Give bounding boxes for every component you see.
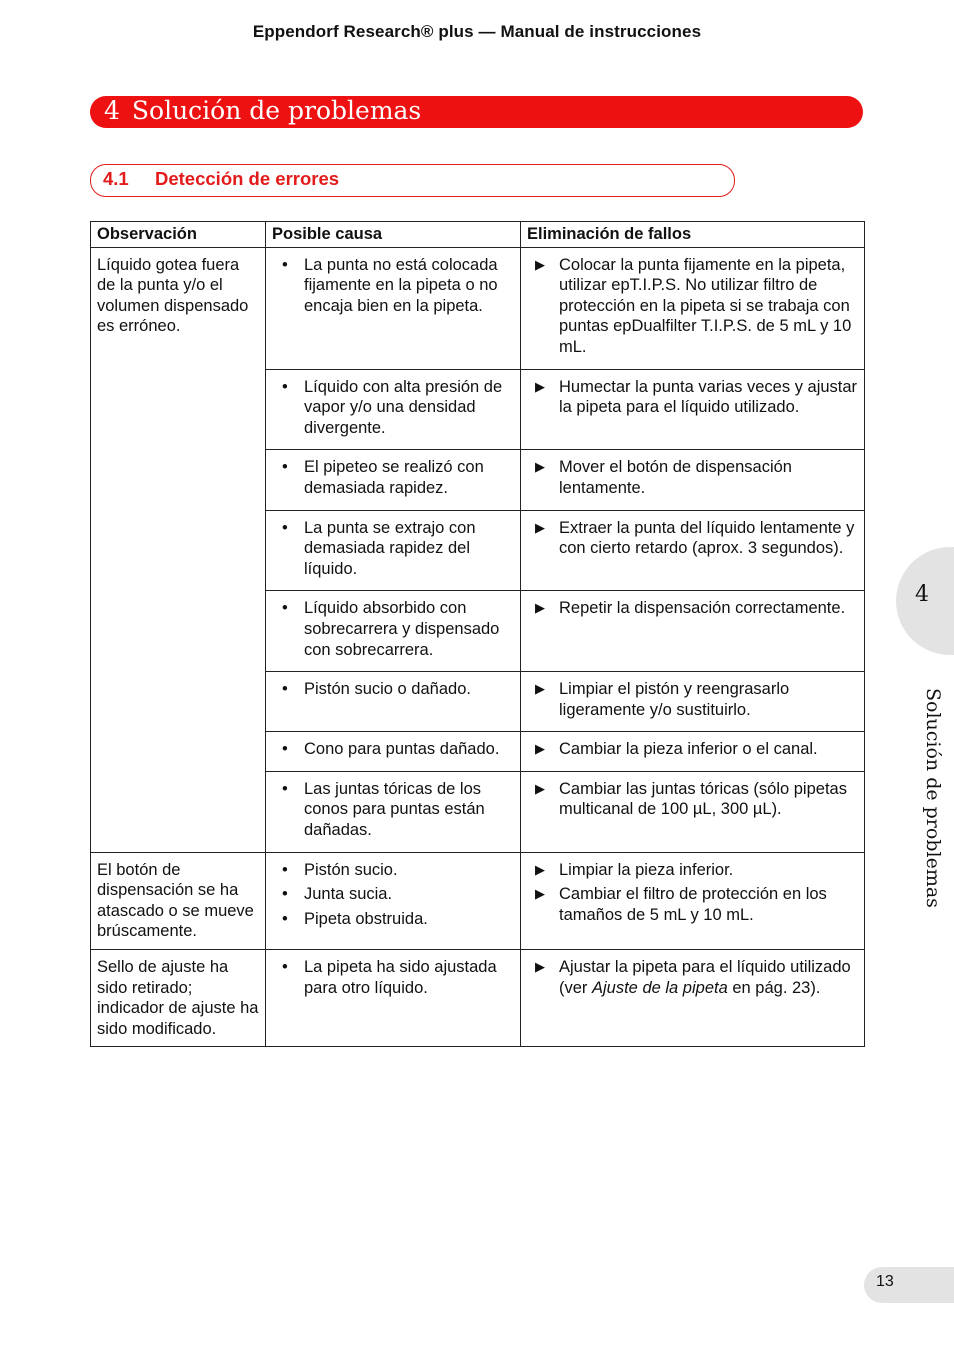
cause-text: Junta sucia. bbox=[304, 885, 393, 904]
triangle-right-icon: ▶ bbox=[535, 519, 545, 535]
section-number: 4.1 bbox=[103, 168, 129, 189]
cause-item bbox=[272, 457, 514, 498]
fix-cell bbox=[521, 771, 865, 852]
table-row bbox=[91, 852, 865, 949]
cause-item bbox=[272, 598, 514, 660]
fix-item bbox=[527, 255, 858, 358]
table-row bbox=[91, 247, 865, 369]
triangle-right-icon: ▶ bbox=[535, 741, 545, 757]
cause-cell bbox=[266, 672, 521, 732]
cause-item bbox=[272, 679, 514, 700]
running-header: Eppendorf Research® plus — Manual de instrucciones bbox=[252, 22, 702, 41]
bullet-dot-icon: • bbox=[282, 518, 288, 537]
fix-cell bbox=[521, 510, 865, 591]
cause-item bbox=[272, 860, 514, 881]
chapter-title-bar bbox=[90, 96, 863, 128]
fix-item bbox=[527, 957, 858, 998]
fix-text: Humectar la punta varias veces y ajustar la pipeta para el líquido utilizado. bbox=[559, 377, 858, 417]
fix-item bbox=[527, 779, 858, 820]
fix-text-post: en pág. 23). bbox=[727, 978, 821, 997]
table-row bbox=[91, 950, 865, 1047]
section-title: Detección de errores bbox=[155, 168, 340, 189]
triangle-right-icon: ▶ bbox=[535, 959, 545, 975]
cause-cell bbox=[266, 732, 521, 772]
header-observation: Observación bbox=[91, 222, 266, 248]
cause-cell bbox=[266, 450, 521, 510]
fix-item bbox=[527, 377, 858, 418]
fix-text: Colocar la punta fijamente en la pipeta, utilizar epT.I.P.S. No utilizar filtro de protección en la pipeta si se trabaja con puntas epDualfilter T.I.P.S. de 5 mL y 10 mL. bbox=[559, 255, 852, 356]
fix-cell bbox=[521, 591, 865, 672]
fix-cell bbox=[521, 247, 865, 369]
cause-item bbox=[272, 739, 514, 760]
fix-cell bbox=[521, 732, 865, 772]
cause-text: Las juntas tóricas de los conos para puntas están dañadas. bbox=[304, 779, 485, 840]
cause-text: Pipeta obstruida. bbox=[304, 909, 428, 928]
table-header-row bbox=[91, 222, 865, 248]
cause-text: Líquido con alta presión de vapor y/o una densidad divergente. bbox=[304, 377, 503, 437]
bullet-dot-icon: • bbox=[282, 958, 288, 977]
cause-text: La punta se extrajo con demasiada rapidez del líquido. bbox=[304, 518, 476, 578]
cause-cell bbox=[266, 950, 521, 1047]
cause-item bbox=[272, 255, 514, 317]
cause-item bbox=[272, 518, 514, 580]
fix-cell bbox=[521, 852, 865, 949]
troubleshooting-table bbox=[90, 221, 865, 1047]
bullet-dot-icon: • bbox=[282, 458, 288, 477]
bullet-dot-icon: • bbox=[282, 860, 288, 879]
fix-cell bbox=[521, 672, 865, 732]
fix-text-pre: Ajustar la pipeta para el líquido utilizado (ver bbox=[559, 958, 851, 997]
cause-cell bbox=[266, 510, 521, 591]
header-fix: Eliminación de fallos bbox=[521, 222, 865, 248]
side-tab-number: 4 bbox=[915, 582, 929, 607]
triangle-right-icon: ▶ bbox=[535, 256, 545, 272]
triangle-right-icon: ▶ bbox=[535, 861, 545, 877]
fix-text bbox=[559, 957, 858, 998]
cause-text: Pistón sucio o dañado. bbox=[304, 680, 471, 699]
header-cause: Posible causa bbox=[266, 222, 521, 248]
fix-item bbox=[527, 860, 858, 881]
triangle-right-icon: ▶ bbox=[535, 600, 545, 616]
cross-reference-link: Ajuste de la pipeta bbox=[592, 978, 728, 997]
chapter-number: 4 bbox=[104, 96, 120, 125]
triangle-right-icon: ▶ bbox=[535, 459, 545, 475]
fix-item bbox=[527, 598, 858, 619]
observation-cell: Sello de ajuste ha sido retirado; indicador de ajuste ha sido modificado. bbox=[91, 950, 266, 1047]
fix-item bbox=[527, 884, 858, 925]
cause-item bbox=[272, 909, 514, 930]
bullet-dot-icon: • bbox=[282, 909, 288, 928]
cause-text: Pistón sucio. bbox=[304, 860, 398, 879]
fix-item bbox=[527, 679, 858, 720]
cause-item bbox=[272, 779, 514, 841]
side-tab-text: Solución de problemas bbox=[922, 688, 944, 908]
cause-cell bbox=[266, 771, 521, 852]
fix-item bbox=[527, 739, 858, 760]
fix-text: Extraer la punta del líquido lentamente y con cierto retardo (aprox. 3 segundos). bbox=[559, 518, 855, 558]
fix-text: Limpiar el pistón y reengrasarlo ligeramente y/o sustituirlo. bbox=[559, 680, 790, 719]
fix-cell bbox=[521, 450, 865, 510]
cause-text: El pipeteo se realizó con demasiada rapidez. bbox=[304, 458, 484, 497]
triangle-right-icon: ▶ bbox=[535, 378, 545, 394]
fix-text: Repetir la dispensación correctamente. bbox=[559, 599, 846, 618]
chapter-title: Solución de problemas bbox=[131, 96, 422, 125]
page-number: 13 bbox=[876, 1273, 894, 1290]
bullet-dot-icon: • bbox=[282, 779, 288, 798]
cause-cell bbox=[266, 852, 521, 949]
fix-text: Limpiar la pieza inferior. bbox=[559, 860, 734, 879]
fix-text: Mover el botón de dispensación lentamente. bbox=[559, 458, 792, 497]
cause-item bbox=[272, 377, 514, 439]
cause-cell bbox=[266, 247, 521, 369]
cause-cell bbox=[266, 369, 521, 450]
fix-text: Cambiar el filtro de protección en los tamaños de 5 mL y 10 mL. bbox=[559, 885, 827, 924]
cause-cell bbox=[266, 591, 521, 672]
observation-cell: El botón de dispensación se ha atascado o se mueve brúscamente. bbox=[91, 852, 266, 949]
cause-text: Cono para puntas dañado. bbox=[304, 740, 500, 759]
fix-cell bbox=[521, 369, 865, 450]
bullet-dot-icon: • bbox=[282, 885, 288, 904]
cause-text: Líquido absorbido con sobrecarrera y dispensado con sobrecarrera. bbox=[304, 599, 500, 659]
triangle-right-icon: ▶ bbox=[535, 886, 545, 902]
cause-item bbox=[272, 957, 514, 998]
fix-cell bbox=[521, 950, 865, 1047]
bullet-dot-icon: • bbox=[282, 680, 288, 699]
fix-text: Cambiar las juntas tóricas (sólo pipetas multicanal de 100 µL, 300 µL). bbox=[559, 779, 847, 819]
bullet-dot-icon: • bbox=[282, 740, 288, 759]
observation-cell: Líquido gotea fuera de la punta y/o el volumen dispensado es erróneo. bbox=[91, 247, 266, 852]
cause-item bbox=[272, 884, 514, 905]
bullet-dot-icon: • bbox=[282, 377, 288, 396]
bullet-dot-icon: • bbox=[282, 255, 288, 274]
section-heading bbox=[90, 164, 735, 197]
cause-text: La pipeta ha sido ajustada para otro líquido. bbox=[304, 958, 497, 997]
triangle-right-icon: ▶ bbox=[535, 681, 545, 697]
fix-text: Cambiar la pieza inferior o el canal. bbox=[559, 740, 818, 759]
bullet-dot-icon: • bbox=[282, 599, 288, 618]
fix-item bbox=[527, 518, 858, 559]
fix-item bbox=[527, 457, 858, 498]
cause-text: La punta no está colocada fijamente en la pipeta o no encaja bien en la pipeta. bbox=[304, 255, 498, 315]
triangle-right-icon: ▶ bbox=[535, 780, 545, 796]
